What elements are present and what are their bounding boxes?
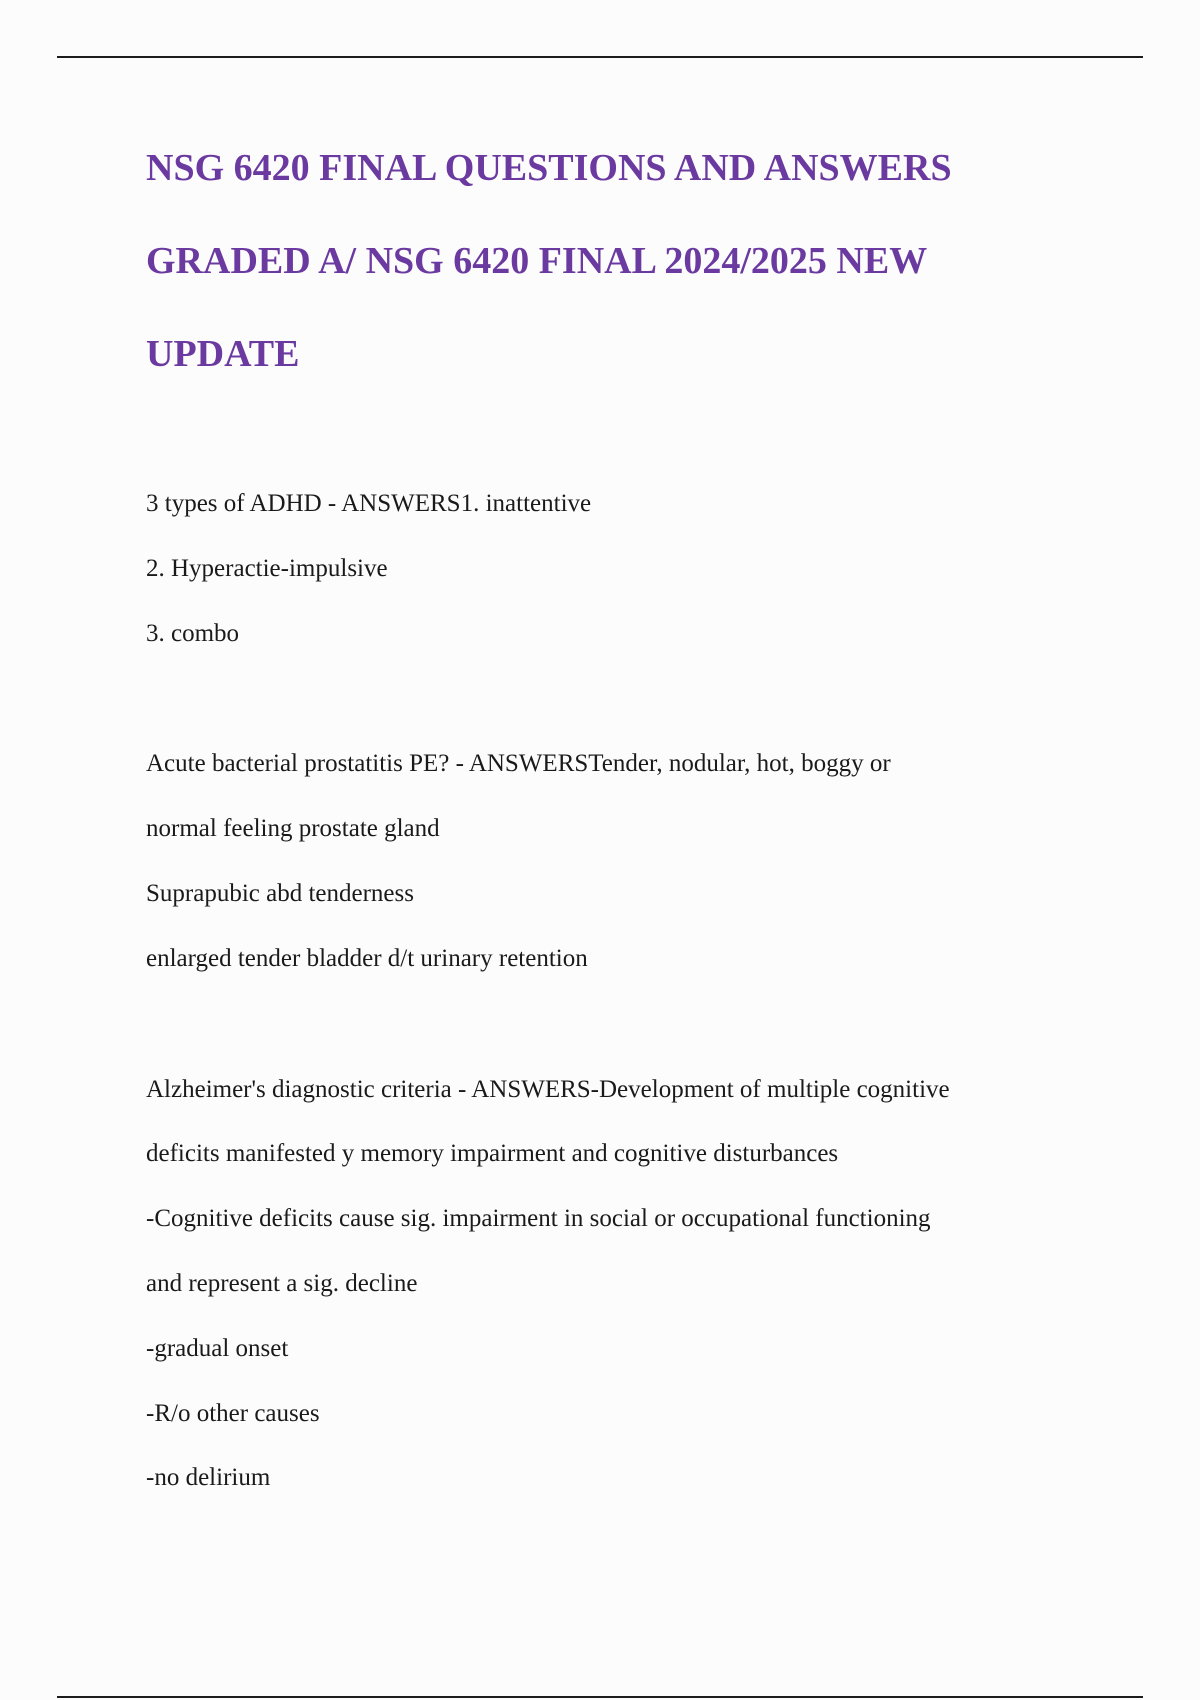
qa-block-alzheimers	[146, 1058, 1106, 1512]
qa-block-prostatitis	[146, 732, 1106, 991]
bottom-rule	[57, 1696, 1143, 1698]
qa-line: 3. combo	[146, 619, 240, 647]
title-line: UPDATE	[146, 333, 300, 375]
qa-line: Acute bacterial prostatitis PE? - ANSWERSTender, nodular, hot, boggy or	[146, 750, 891, 778]
qa-line: deficits manifested y memory impairment and cognitive disturbances	[146, 1140, 839, 1168]
title-line: NSG 6420 FINAL QUESTIONS AND ANSWERS	[146, 147, 952, 189]
qa-line: -R/o other causes	[146, 1399, 320, 1427]
qa-line: -gradual onset	[146, 1334, 289, 1362]
qa-line: Suprapubic abd tenderness	[146, 879, 414, 907]
qa-content	[146, 472, 1106, 1577]
title-line: GRADED A/ NSG 6420 FINAL 2024/2025 NEW	[146, 240, 928, 282]
qa-block-adhd-types	[146, 472, 1106, 666]
qa-line: 3 types of ADHD - ANSWERS1. inattentive	[146, 490, 592, 517]
qa-line: enlarged tender bladder d/t urinary retention	[146, 944, 588, 972]
document-title	[146, 122, 1106, 401]
qa-line: Alzheimer's diagnostic criteria - ANSWERS-Development of multiple cognitive	[146, 1075, 950, 1103]
qa-line: and represent a sig. decline	[146, 1269, 418, 1297]
qa-line: 2. Hyperactie-impulsive	[146, 554, 388, 582]
top-rule	[57, 56, 1143, 58]
qa-line: -Cognitive deficits cause sig. impairment in social or occupational functioning	[146, 1205, 931, 1233]
qa-line: normal feeling prostate gland	[146, 815, 440, 843]
qa-line: -no delirium	[146, 1464, 271, 1492]
